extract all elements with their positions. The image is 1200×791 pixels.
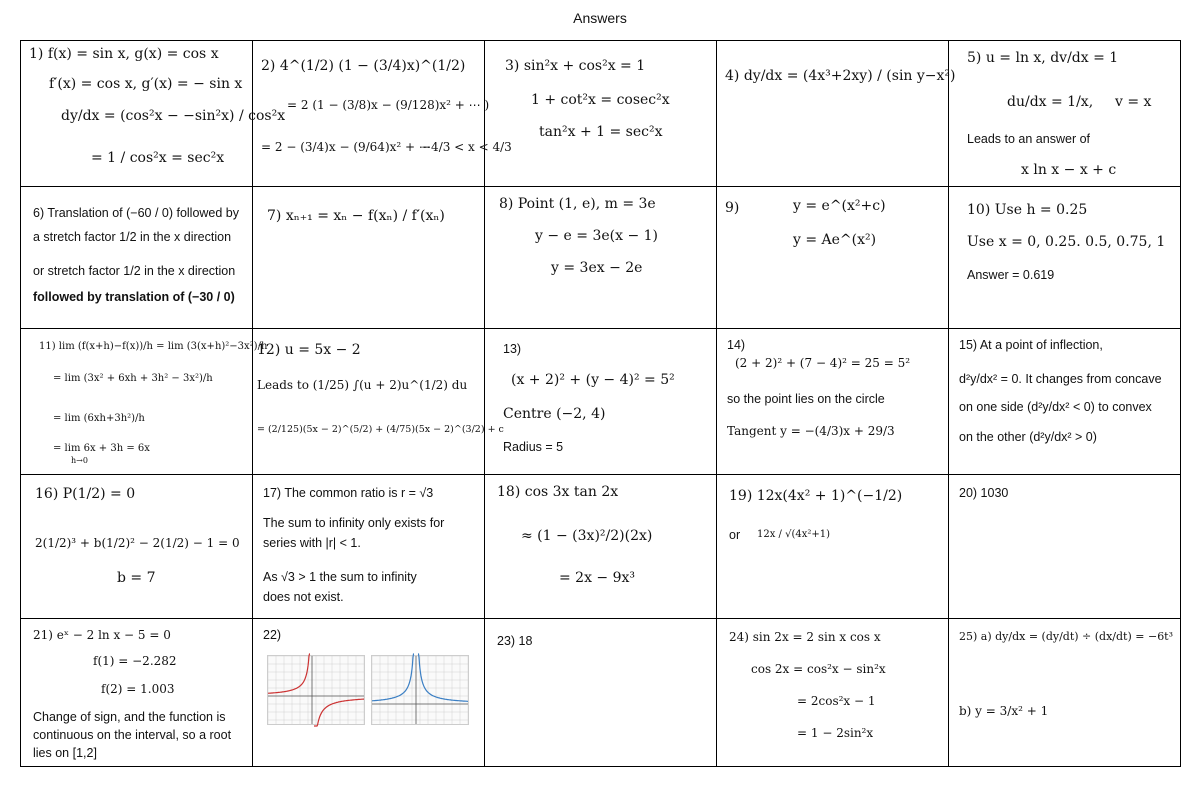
answer-2 bbox=[253, 41, 512, 187]
answer-11-line-1: 11) lim (f(x+h)−f(x))/h = lim (3(x+h)²−3x²)/h bbox=[39, 341, 268, 352]
answer-5 bbox=[949, 41, 1181, 187]
answer-5-line-4: Leads to an answer of bbox=[967, 132, 1090, 146]
answer-5-line-2: du/dx = 1/x, bbox=[1007, 94, 1094, 110]
answer-5-line-1: 5) u = ln x, dv/dx = 1 bbox=[967, 50, 1119, 66]
answer-17-line-2: The sum to infinity only exists for bbox=[263, 516, 445, 530]
answer-3-line-1: 3) sin²x + cos²x = 1 bbox=[505, 58, 646, 74]
answer-21-line-1: 21) eˣ − 2 ln x − 5 = 0 bbox=[33, 628, 171, 642]
answer-10-line-3: Answer = 0.619 bbox=[967, 268, 1055, 282]
blue-curve-right bbox=[418, 654, 468, 701]
graph-red-rational bbox=[267, 655, 365, 725]
answer-20-line-1: 20) 1030 bbox=[959, 486, 1009, 500]
answer-15 bbox=[949, 329, 1181, 475]
answer-21 bbox=[21, 619, 253, 767]
answer-25-line-2: b) y = 3/x² + 1 bbox=[959, 704, 1049, 718]
answer-6-line-3: or stretch factor 1/2 in the x direction bbox=[33, 264, 236, 278]
answer-23 bbox=[485, 619, 717, 767]
graph-blue-rational bbox=[371, 655, 469, 725]
answer-25-line-1: 25) a) dy/dx = (dy/dt) ÷ (dx/dt) = −6t³ bbox=[959, 630, 1174, 643]
answer-6-line-2: a stretch factor 1/2 in the x direction bbox=[33, 230, 232, 244]
answer-7 bbox=[253, 187, 485, 329]
answer-16-line-2: 2(1/2)³ + b(1/2)² − 2(1/2) − 1 = 0 bbox=[35, 536, 240, 550]
answer-13-line-1: 13) bbox=[503, 342, 522, 356]
answer-24-line-3: = 2cos²x − 1 bbox=[797, 694, 876, 708]
answer-11-line-3: = lim (6xh+3h²)/h bbox=[53, 413, 145, 424]
answer-2-line-4: −4/3 < x < 4/3 bbox=[421, 140, 512, 154]
page-title: Answers bbox=[573, 10, 627, 26]
answer-17-line-1: 17) The common ratio is r = √3 bbox=[263, 486, 434, 500]
answer-16-line-3: b = 7 bbox=[117, 570, 156, 586]
answer-8 bbox=[485, 187, 717, 329]
answer-11 bbox=[21, 329, 268, 475]
answer-15-line-4: on the other (d²y/dx² > 0) bbox=[959, 430, 1097, 444]
answer-1 bbox=[21, 41, 286, 187]
answers-grid bbox=[20, 40, 1181, 767]
answer-5-line-3: v = x bbox=[1115, 94, 1152, 110]
answer-18 bbox=[485, 475, 717, 619]
answer-3-line-2: 1 + cot²x = cosec²x bbox=[531, 92, 670, 108]
answer-14-line-4: Tangent y = −(4/3)x + 29/3 bbox=[727, 424, 895, 438]
answer-8-line-3: y = 3ex − 2e bbox=[551, 260, 643, 276]
answer-24-line-2: cos 2x = cos²x − sin²x bbox=[751, 662, 886, 676]
answer-16 bbox=[21, 475, 253, 619]
answer-15-line-3: on one side (d²y/dx² < 0) to convex bbox=[959, 400, 1152, 414]
red-curve-right bbox=[314, 699, 364, 726]
answer-21-line-4: Change of sign, and the function is bbox=[33, 710, 226, 724]
answer-6-line-1: 6) Translation of (−60 / 0) followed by bbox=[33, 206, 240, 220]
answer-18-line-2: ≈ (1 − (3x)²/2)(2x) bbox=[521, 528, 653, 544]
answer-21-line-3: f(2) = 1.003 bbox=[101, 682, 175, 696]
answer-20 bbox=[949, 475, 1181, 619]
answer-8-line-2: y − e = 3e(x − 1) bbox=[535, 228, 659, 244]
answer-2-line-2: = 2 (1 − (3/8)x − (9/128)x² + ⋯ ) bbox=[287, 98, 490, 112]
answer-1-line-1: 1) f(x) = sin x, g(x) = cos x bbox=[29, 46, 219, 62]
answer-9-line-2: y = e^(x²+c) bbox=[793, 198, 886, 214]
answer-24-line-4: = 1 − 2sin²x bbox=[797, 726, 874, 740]
answer-11-line-2: = lim (3x² + 6xh + 3h² − 3x²)/h bbox=[53, 373, 213, 384]
answer-16-line-1: 16) P(1/2) = 0 bbox=[35, 486, 136, 502]
answer-19-line-2: or bbox=[729, 528, 741, 542]
answer-1-line-2: f′(x) = cos x, g′(x) = − sin x bbox=[49, 76, 243, 92]
answer-25 bbox=[949, 619, 1181, 767]
answer-9-line-1: 9) bbox=[725, 200, 740, 216]
answer-14 bbox=[717, 329, 949, 475]
answer-6 bbox=[21, 187, 253, 329]
answer-10 bbox=[949, 187, 1181, 329]
answer-12-line-2: Leads to (1/25) ∫(u + 2)u^(1/2) du bbox=[257, 378, 468, 392]
answer-13-line-2: (x + 2)² + (y − 4)² = 5² bbox=[511, 372, 675, 388]
answer-3 bbox=[485, 41, 717, 187]
answer-17 bbox=[253, 475, 485, 619]
answer-21-line-6: lies on [1,2] bbox=[33, 746, 97, 760]
answer-13 bbox=[485, 329, 717, 475]
answer-10-line-2: Use x = 0, 0.25. 0.5, 0.75, 1 bbox=[967, 234, 1166, 250]
answer-15-line-2: d²y/dx² = 0. It changes from concave bbox=[959, 372, 1162, 386]
answer-5-line-5: x ln x − x + c bbox=[1021, 162, 1117, 178]
answer-2-line-3: = 2 − (3/4)x − (9/64)x² + ⋯ bbox=[261, 140, 431, 154]
answer-18-line-3: = 2x − 9x³ bbox=[559, 570, 636, 586]
answer-6-line-4: followed by translation of (−30 / 0) bbox=[33, 290, 235, 304]
answer-21-line-5: continuous on the interval, so a root bbox=[33, 728, 232, 742]
answer-19 bbox=[717, 475, 949, 619]
answer-19-line-1: 19) 12x(4x² + 1)^(−1/2) bbox=[729, 488, 903, 504]
answer-12 bbox=[253, 329, 504, 475]
answer-18-line-1: 18) cos 3x tan 2x bbox=[497, 484, 619, 500]
answer-24-line-1: 24) sin 2x = 2 sin x cos x bbox=[729, 630, 881, 644]
answer-9-line-3: y = Ae^(x²) bbox=[793, 232, 877, 248]
answer-21-line-2: f(1) = −2.282 bbox=[93, 654, 177, 668]
answer-17-line-5: does not exist. bbox=[263, 590, 344, 604]
answer-17-line-3: series with |r| < 1. bbox=[263, 536, 361, 550]
answer-19-line-3: 12x / √(4x²+1) bbox=[757, 529, 831, 540]
red-curve-left bbox=[268, 654, 310, 693]
answer-8-line-1: 8) Point (1, e), m = 3e bbox=[499, 196, 656, 212]
answer-4-line-1: 4) dy/dx = (4x³+2xy) / (sin y−x²) bbox=[725, 68, 956, 84]
blue-curve-left bbox=[372, 654, 414, 701]
answer-2-line-1: 2) 4^(1/2) (1 − (3/4)x)^(1/2) bbox=[261, 58, 466, 74]
answer-12-line-3: = (2/125)(5x − 2)^(5/2) + (4/75)(5x − 2)^(3/2) + c bbox=[257, 424, 504, 435]
answer-11-line-5: h→0 bbox=[71, 456, 88, 465]
answer-22 bbox=[253, 619, 485, 767]
answer-1-line-3: dy/dx = (cos²x − −sin²x) / cos²x bbox=[61, 108, 286, 124]
answer-13-line-3: Centre (−2, 4) bbox=[503, 406, 606, 422]
answer-14-line-3: so the point lies on the circle bbox=[727, 392, 885, 406]
answer-24 bbox=[717, 619, 949, 767]
answer-13-line-4: Radius = 5 bbox=[503, 440, 564, 454]
answer-10-line-1: 10) Use h = 0.25 bbox=[967, 202, 1088, 218]
answer-3-line-3: tan²x + 1 = sec²x bbox=[539, 124, 663, 140]
answer-14-line-2: (2 + 2)² + (7 − 4)² = 25 = 5² bbox=[735, 356, 911, 370]
answer-12-line-1: 12) u = 5x − 2 bbox=[257, 342, 361, 358]
answer-22-line-1: 22) bbox=[263, 628, 282, 642]
answer-14-line-1: 14) bbox=[727, 338, 746, 352]
answer-17-line-4: As √3 > 1 the sum to infinity bbox=[263, 570, 417, 584]
answer-9 bbox=[717, 187, 949, 329]
answer-1-line-4: = 1 / cos²x = sec²x bbox=[91, 150, 225, 166]
answer-7-line-1: 7) xₙ₊₁ = xₙ − f(xₙ) / f′(xₙ) bbox=[267, 208, 445, 224]
answer-15-line-1: 15) At a point of inflection, bbox=[959, 338, 1103, 352]
answer-23-line-1: 23) 18 bbox=[497, 634, 533, 648]
answer-4 bbox=[717, 41, 956, 187]
answer-11-line-4: = lim 6x + 3h = 6x bbox=[53, 443, 150, 454]
